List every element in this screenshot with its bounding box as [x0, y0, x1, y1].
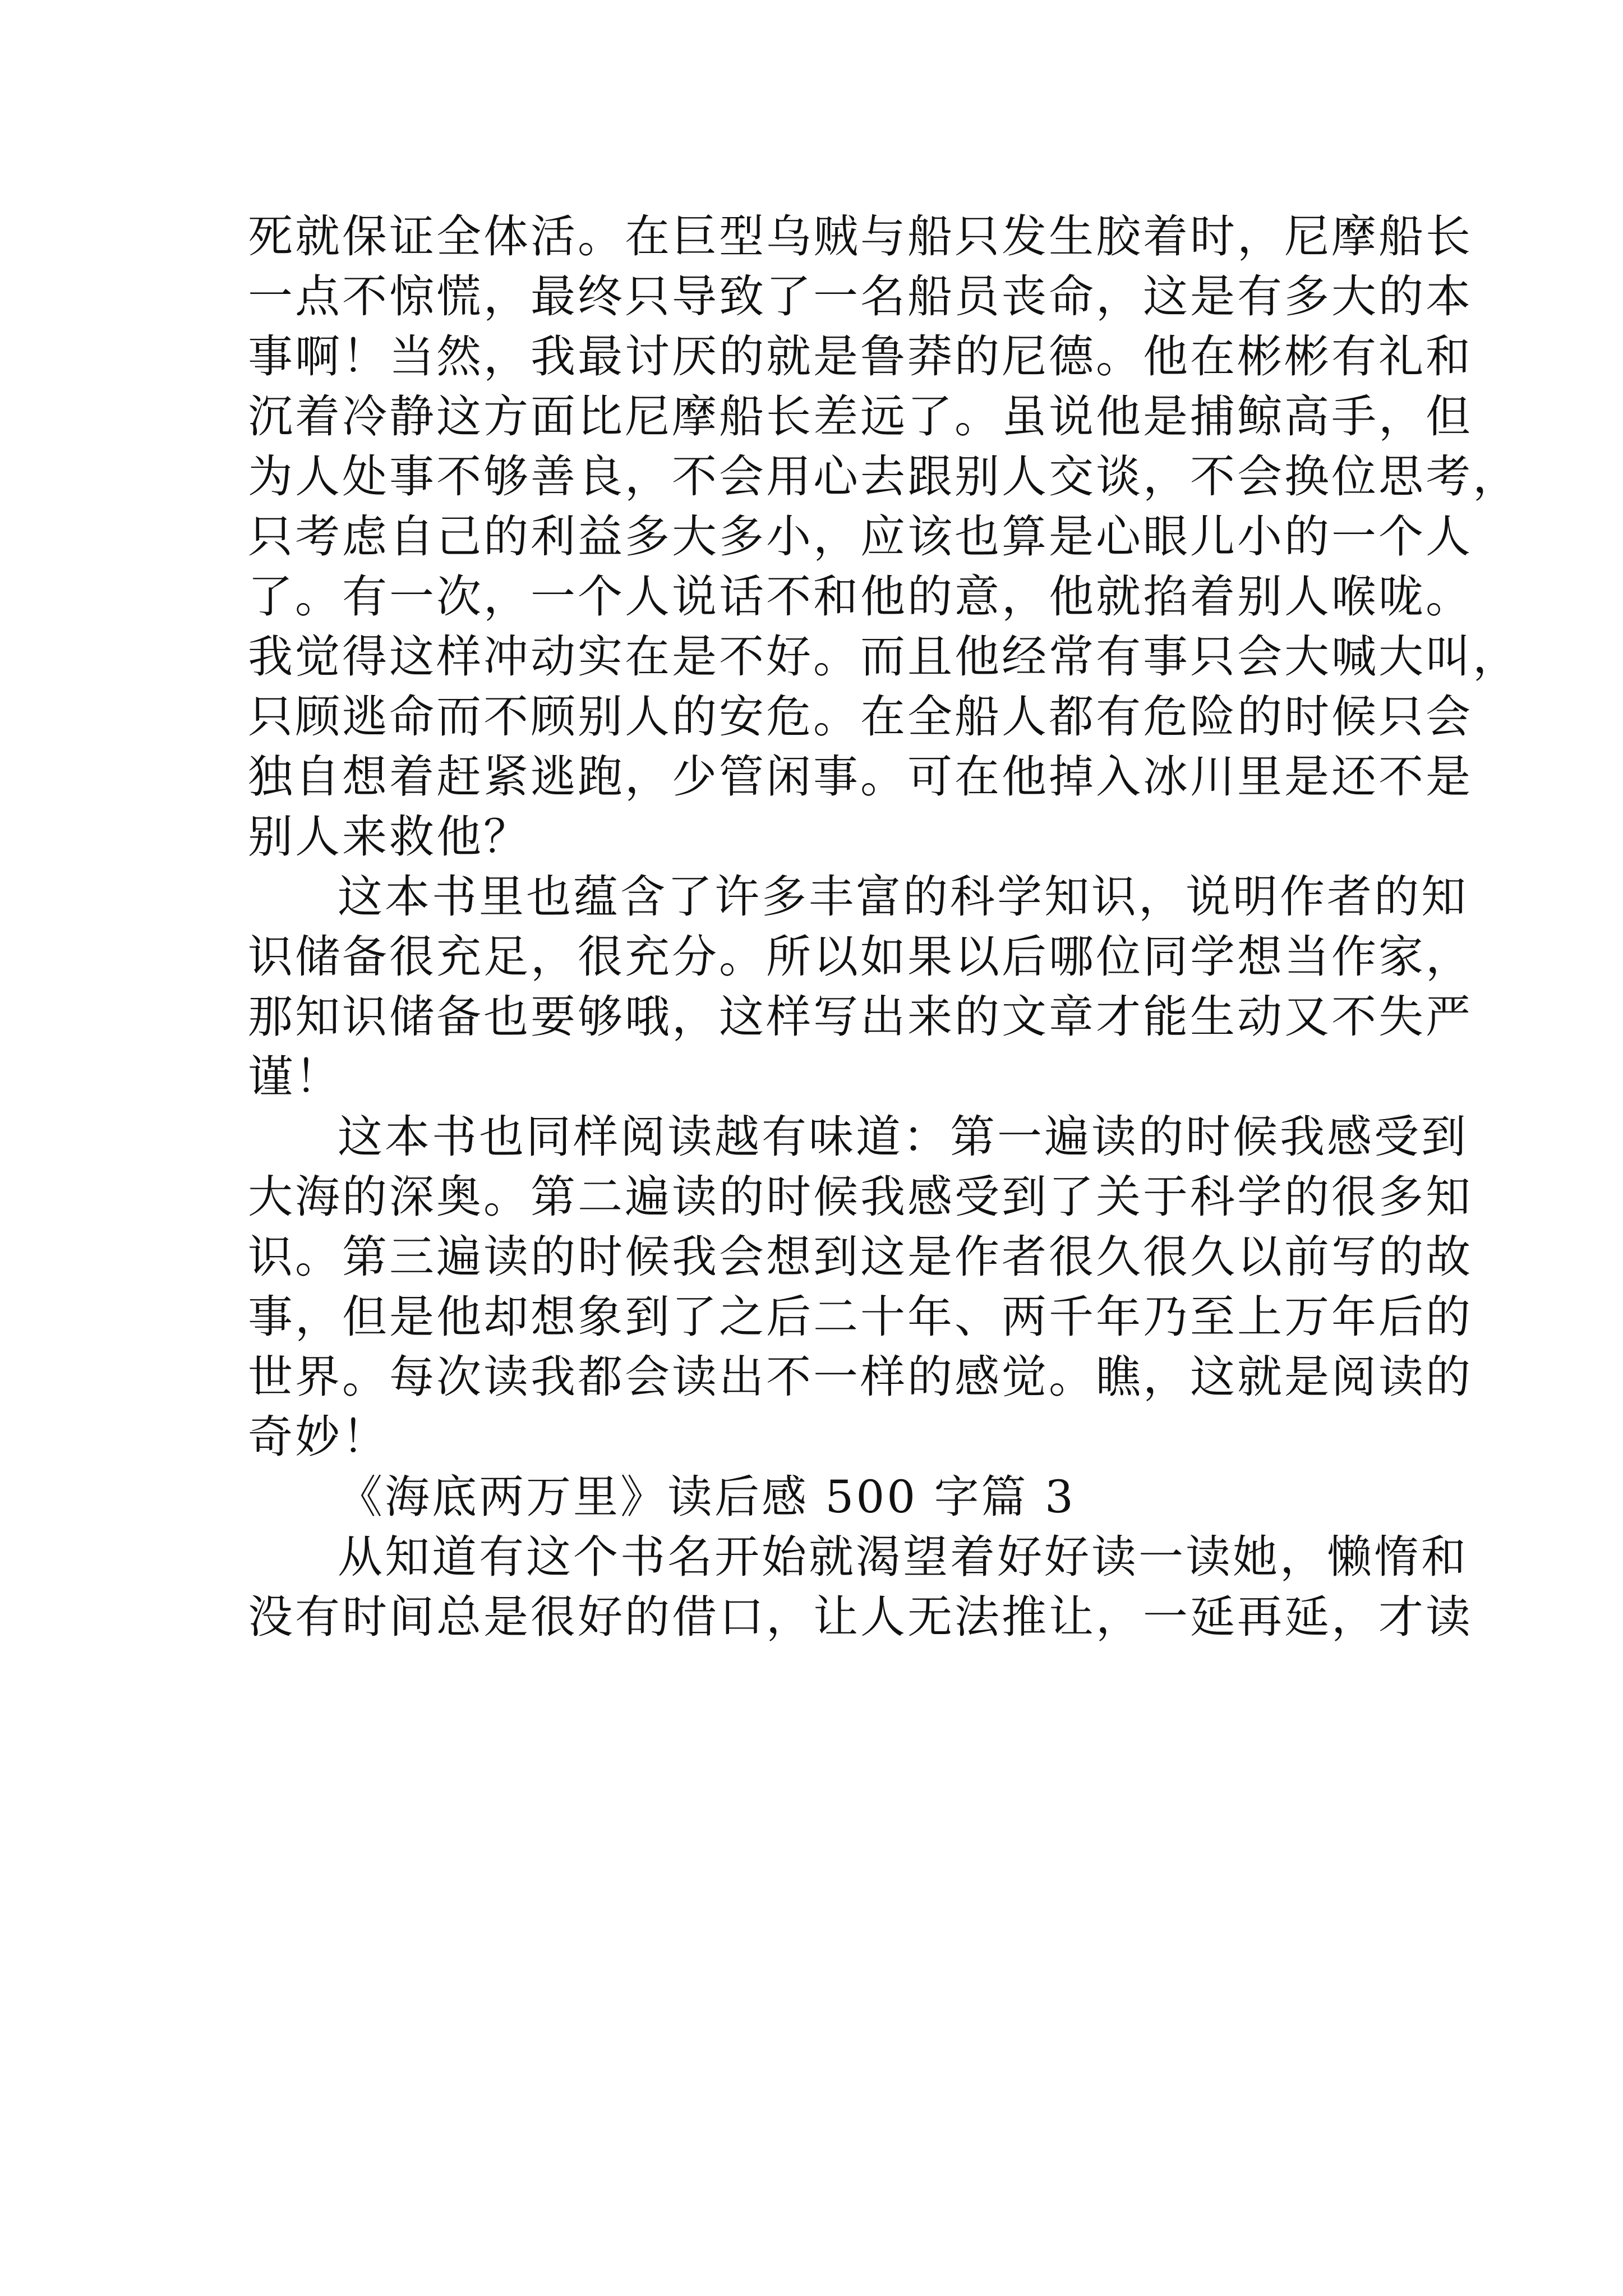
- text-line: 别人来救他？: [248, 811, 531, 863]
- text-line: 识。第三遍读的时候我会想到这是作者很久很久以前写的故: [248, 1231, 1473, 1283]
- text-line: 大海的深奥。第二遍读的时候我感受到了关于科学的很多知: [248, 1171, 1473, 1223]
- text-line: 事，但是他却想象到了之后二十年、两千年乃至上万年后的: [248, 1291, 1473, 1343]
- text-line: 那知识储备也要够哦，这样写出来的文章才能生动又不失严: [248, 991, 1473, 1043]
- text-line: 谨！: [248, 1051, 342, 1103]
- text-line: 没有时间总是很好的借口，让人无法推让，一延再延，才读: [248, 1591, 1473, 1643]
- text-line: 事啊！当然，我最讨厌的就是鲁莽的尼德。他在彬彬有礼和: [248, 330, 1473, 383]
- text-line: 只考虑自己的利益多大多小，应该也算是心眼儿小的一个人: [248, 510, 1473, 563]
- text-line: 一点不惊慌，最终只导致了一名船员丧命，这是有多大的本: [248, 270, 1473, 323]
- text-line: 为人处事不够善良，不会用心去跟别人交谈，不会换位思考，: [248, 450, 1520, 503]
- text-line: 沉着冷静这方面比尼摩船长差远了。虽说他是捕鲸高手，但: [248, 390, 1473, 443]
- text-line: 识储备很充足，很充分。所以如果以后哪位同学想当作家，: [248, 931, 1473, 983]
- text-line: 《海底两万里》读后感 500 字篇 3: [338, 1471, 1076, 1523]
- text-line: 从知道有这个书名开始就渴望着好好读一读她，懒惰和: [338, 1531, 1468, 1583]
- text-line: 我觉得这样冲动实在是不好。而且他经常有事只会大喊大叫，: [248, 631, 1520, 683]
- text-line: 奇妙！: [248, 1411, 389, 1463]
- text-line: 只顾逃命而不顾别人的安危。在全船人都有危险的时候只会: [248, 691, 1473, 743]
- text-line: 这本书也同样阅读越有味道：第一遍读的时候我感受到: [338, 1111, 1468, 1163]
- body-text: [248, 208, 1520, 1648]
- text-line: 世界。每次读我都会读出不一样的感觉。瞧，这就是阅读的: [248, 1351, 1473, 1403]
- text-line: 了。有一次，一个人说话不和他的意，他就掐着别人喉咙。: [248, 570, 1473, 623]
- text-line: 这本书里也蕴含了许多丰富的科学知识，说明作者的知: [338, 871, 1468, 923]
- text-line: 死就保证全体活。在巨型乌贼与船只发生胶着时，尼摩船长: [248, 210, 1473, 263]
- text-line: 独自想着赶紧逃跑，少管闲事。可在他掉入冰川里是还不是: [248, 751, 1473, 803]
